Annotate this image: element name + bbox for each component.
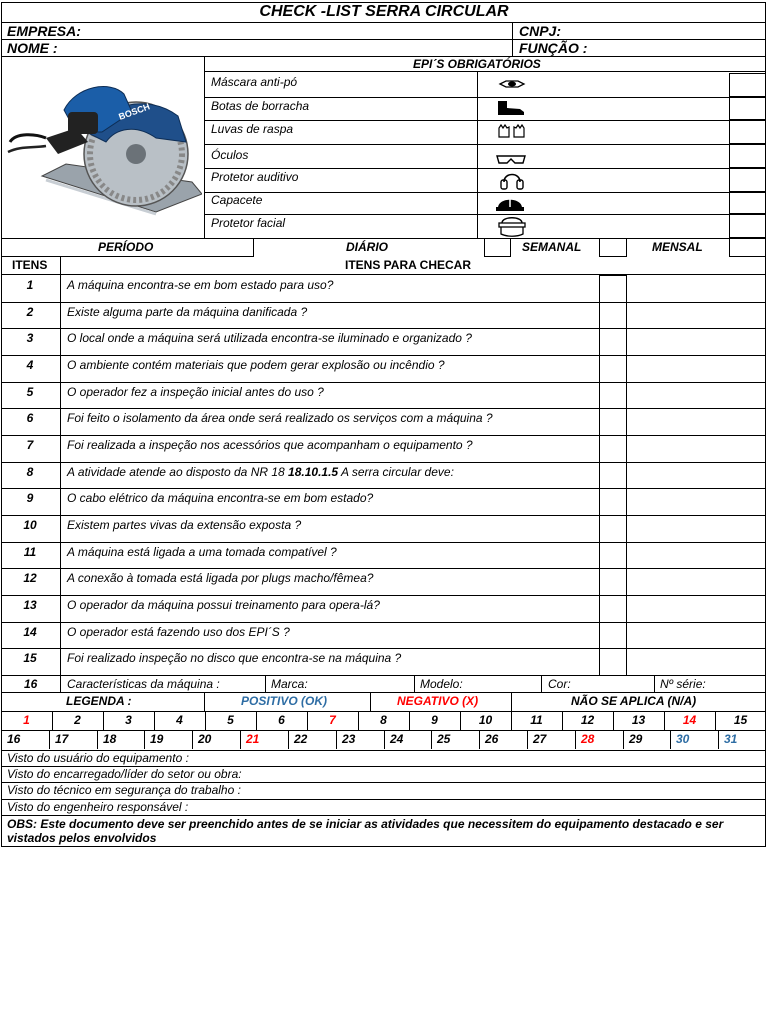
- day-cell[interactable]: 31: [724, 732, 738, 746]
- row-16-number: 16: [24, 677, 38, 691]
- checklist-checkbox[interactable]: [599, 435, 627, 463]
- day-cell[interactable]: 16: [7, 732, 21, 746]
- day-cell[interactable]: 14: [682, 713, 697, 727]
- day-cell[interactable]: 18: [103, 732, 117, 746]
- face-shield-icon: [497, 215, 527, 237]
- epi-check-protetor-facial[interactable]: [729, 214, 766, 238]
- epi-item-mascara: Máscara anti-pó: [211, 75, 298, 89]
- checklist-item-text: O operador está fazendo uso dos EPI´S ?: [67, 625, 290, 639]
- day-cell[interactable]: 13: [631, 713, 646, 727]
- checklist-checkbox[interactable]: [599, 328, 627, 356]
- day-cell[interactable]: 24: [390, 732, 404, 746]
- diario-label: DIÁRIO: [346, 240, 388, 254]
- svg-text:BOSCH: BOSCH: [117, 101, 152, 122]
- boot-icon: [496, 100, 526, 116]
- epi-item-luvas: Luvas de raspa: [211, 122, 294, 136]
- checklist-item-text: O operador fez a inspeção inicial antes do uso ?: [67, 385, 324, 399]
- checklist-item-number: 10: [23, 518, 37, 532]
- day-cell[interactable]: 3: [125, 713, 132, 727]
- visto-encarregado[interactable]: Visto do encarregado/líder do setor ou obra:: [7, 767, 242, 781]
- checklist-item-text: Foi feito o isolamento da área onde será realizado os serviços com a máquina ?: [67, 411, 493, 425]
- page-title: CHECK -LIST SERRA CIRCULAR: [259, 3, 509, 20]
- day-cell[interactable]: 1: [23, 713, 30, 727]
- day-cell[interactable]: 11: [530, 713, 543, 727]
- mensal-checkbox[interactable]: [729, 238, 766, 257]
- serie-field[interactable]: Nº série:: [660, 677, 706, 691]
- checklist-item-number: 6: [26, 411, 34, 425]
- epi-item-protetor-facial: Protetor facial: [211, 216, 286, 230]
- checklist-item-text: O local onde a máquina será utilizada encontra-se iluminado e organizado ?: [67, 331, 472, 345]
- checklist-item-number: 7: [26, 438, 34, 452]
- periodo-label: PERÍODO: [98, 240, 154, 254]
- checar-column-header: ITENS PARA CHECAR: [345, 258, 472, 272]
- earmuffs-icon: [499, 170, 525, 190]
- day-cell[interactable]: 30: [676, 732, 690, 746]
- epi-item-capacete: Capacete: [211, 193, 263, 207]
- checklist-checkbox[interactable]: [599, 568, 627, 596]
- goggles-icon: [495, 151, 527, 165]
- day-cell[interactable]: 22: [294, 732, 308, 746]
- checklist-checkbox[interactable]: [599, 382, 627, 409]
- checklist-item-number: 8: [26, 465, 34, 479]
- checklist-checkbox[interactable]: [599, 648, 627, 676]
- checklist-checkbox[interactable]: [599, 408, 627, 436]
- day-cell[interactable]: 6: [278, 713, 285, 727]
- helmet-icon: [495, 195, 525, 212]
- obs-note: OBS: Este documento deve ser preenchido antes de se iniciar as atividades que necessitem do equipamento destacado e ser vistados pelos envolvidos: [7, 817, 724, 845]
- day-cell[interactable]: 8: [380, 713, 387, 727]
- day-cell[interactable]: 5: [227, 713, 234, 727]
- checklist-item-number: 2: [26, 305, 34, 319]
- circular-saw-image: [6, 72, 202, 222]
- day-cell[interactable]: 9: [431, 713, 438, 727]
- checklist-item-text: Foi realizada a inspeção nos acessórios que acompanham o equipamento ?: [67, 438, 473, 452]
- checklist-item-number: 15: [23, 651, 37, 665]
- diario-checkbox[interactable]: [484, 238, 511, 257]
- funcao-field[interactable]: FUNÇÃO :: [519, 40, 588, 56]
- itens-column-header: ITENS: [12, 258, 48, 272]
- checklist-item-text: Existe alguma parte da máquina danificada ?: [67, 305, 308, 319]
- checklist-item-number: 14: [23, 625, 37, 639]
- checklist-item-text: A máquina encontra-se em bom estado para uso?: [67, 278, 334, 292]
- day-cell[interactable]: 20: [198, 732, 212, 746]
- day-cell[interactable]: 7: [329, 713, 336, 727]
- checklist-item-text: Existem partes vivas da extensão exposta ?: [67, 518, 302, 532]
- epi-item-botas: Botas de borracha: [211, 99, 310, 113]
- visto-engenheiro[interactable]: Visto do engenheiro responsável :: [7, 800, 189, 814]
- checklist-checkbox[interactable]: [599, 515, 627, 543]
- checklist-checkbox[interactable]: [599, 622, 627, 649]
- checklist-item-text: A conexão à tomada está ligada por plugs macho/fêmea?: [67, 571, 374, 585]
- visto-tecnico[interactable]: Visto do técnico em segurança do trabalho :: [7, 783, 241, 797]
- checklist-item-text: O operador da máquina possui treinamento para opera-lá?: [67, 598, 380, 612]
- day-cell[interactable]: 2: [74, 713, 81, 727]
- day-cell[interactable]: 29: [629, 732, 643, 746]
- checklist-item-number: 11: [23, 545, 37, 559]
- checklist-checkbox[interactable]: [599, 488, 627, 516]
- epi-check-protetor-auditivo[interactable]: [729, 168, 766, 192]
- gloves-icon: [496, 123, 528, 139]
- modelo-field[interactable]: Modelo:: [420, 677, 463, 691]
- checklist-item-number: 4: [26, 358, 34, 372]
- epi-check-capacete[interactable]: [729, 192, 766, 214]
- cnpj-field[interactable]: CNPJ:: [519, 23, 562, 39]
- checklist-checkbox[interactable]: [599, 302, 627, 329]
- day-cell[interactable]: 15: [733, 713, 748, 727]
- checklist-item-number: 13: [23, 598, 37, 612]
- checklist-item-number: 9: [26, 491, 34, 505]
- day-cell[interactable]: 26: [485, 732, 499, 746]
- checklist-item-text: O cabo elétrico da máquina encontra-se em bom estado?: [67, 491, 374, 505]
- cor-field[interactable]: Cor:: [548, 677, 571, 691]
- legend-positive: POSITIVO (OK): [241, 694, 328, 708]
- checklist-item-text: A máquina está ligada a uma tomada compatível ?: [67, 545, 337, 559]
- checklist-item-number: 1: [26, 278, 34, 292]
- legenda-label: LEGENDA :: [66, 694, 132, 708]
- checklist-item-number: 3: [26, 331, 34, 345]
- day-cell[interactable]: 21: [246, 732, 260, 746]
- marca-field[interactable]: Marca:: [271, 677, 308, 691]
- day-cell[interactable]: 12: [580, 713, 595, 727]
- empresa-field[interactable]: EMPRESA:: [7, 23, 81, 39]
- day-cell[interactable]: 17: [55, 732, 69, 746]
- checklist-item-text: Foi realizado inspeção no disco que encontra-se na máquina ?: [67, 651, 402, 665]
- dust-mask-icon: [498, 77, 526, 91]
- day-cell[interactable]: 23: [342, 732, 356, 746]
- checklist-checkbox[interactable]: [599, 462, 627, 489]
- epi-check-oculos[interactable]: [729, 144, 766, 168]
- semanal-checkbox[interactable]: [599, 238, 627, 257]
- epi-heading: EPI´S OBRIGATÓRIOS: [413, 57, 541, 71]
- checklist-checkbox[interactable]: [599, 355, 627, 383]
- mensal-label: MENSAL: [652, 240, 703, 254]
- epi-check-mascara[interactable]: [729, 73, 766, 97]
- semanal-label: SEMANAL: [522, 240, 582, 254]
- day-cell[interactable]: 25: [437, 732, 451, 746]
- day-cell[interactable]: 19: [150, 732, 164, 746]
- checklist-checkbox[interactable]: [599, 595, 627, 623]
- epi-item-oculos: Óculos: [211, 148, 249, 162]
- checklist-item-number: 5: [26, 385, 34, 399]
- day-cell[interactable]: 4: [176, 713, 183, 727]
- epi-check-botas[interactable]: [729, 97, 766, 120]
- epi-item-protetor-auditivo: Protetor auditivo: [211, 170, 299, 184]
- visto-usuario[interactable]: Visto do usuário do equipamento :: [7, 751, 189, 765]
- day-cell[interactable]: 28: [581, 732, 595, 746]
- caracteristicas-label: Características da máquina :: [67, 677, 220, 691]
- nome-field[interactable]: NOME :: [7, 40, 58, 56]
- checklist-item-text: O ambiente contém materiais que podem gerar explosão ou incêndio ?: [67, 358, 445, 372]
- checklist-checkbox[interactable]: [599, 542, 627, 569]
- day-cell[interactable]: 27: [533, 732, 547, 746]
- legend-na: NÃO SE APLICA (N/A): [571, 694, 697, 708]
- checklist-item-text: A atividade atende ao disposto da NR 18 18.10.1.5 A serra circular deve:: [67, 465, 454, 479]
- checklist-item-number: 12: [23, 571, 37, 585]
- epi-check-luvas[interactable]: [729, 120, 766, 144]
- day-cell[interactable]: 10: [478, 713, 493, 727]
- legend-negative: NEGATIVO (X): [397, 694, 479, 708]
- checklist-checkbox[interactable]: [599, 275, 627, 303]
